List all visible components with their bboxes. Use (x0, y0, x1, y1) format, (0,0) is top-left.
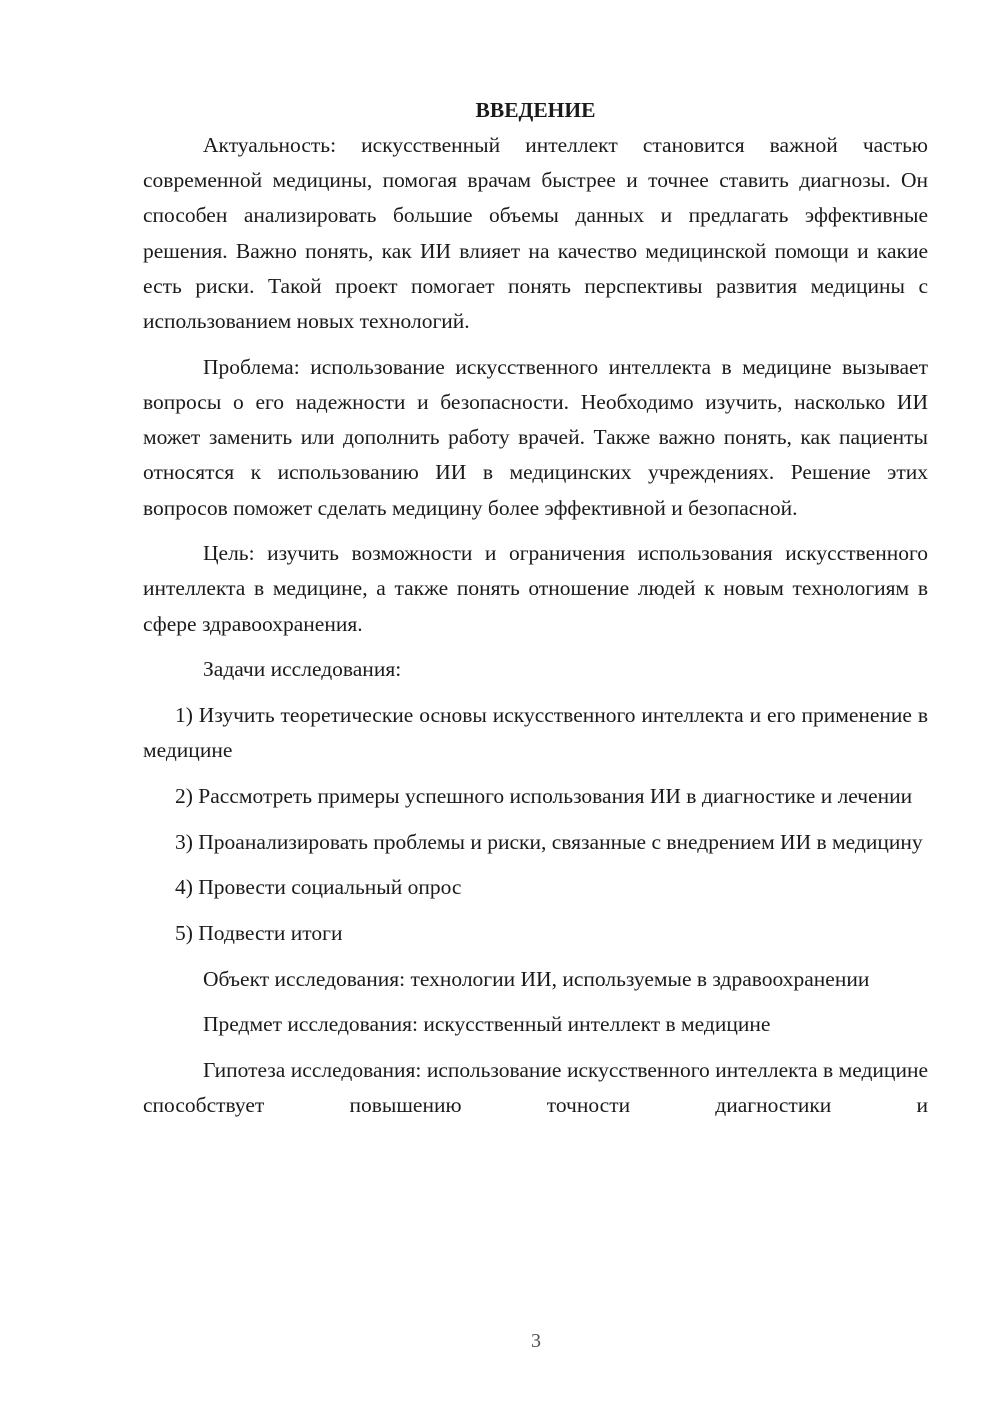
paragraph-relevance: Актуальность: искусственный интеллект становится важной частью современной медицины, помогая врачам быстрее и точнее ставить диагнозы. Он способен анализировать большие объемы данных и предлагать эффективные решения. Важно понять, как ИИ влияет на качество медицинской помощи и какие есть риски. Такой проект помогает понять перспективы развития медицины с использованием новых технологий. (143, 133, 928, 334)
paragraph-hypothesis: Гипотеза исследования: использование искусственного интеллекта в медицине способствует повышению точности диагностики и (143, 1058, 928, 1118)
task-item-1: 1) Изучить теоретические основы искусственного интеллекта и его применение в медицине (143, 703, 928, 763)
task-item-5: 5) Подвести итоги (175, 921, 343, 946)
paragraph-goal: Цель: изучить возможности и ограничения использования искусственного интеллекта в медицине, а также понять отношение людей к новым технологиям в сфере здравоохранения. (143, 541, 928, 636)
section-title: ВВЕДЕНИЕ (475, 98, 596, 122)
task-item-3: 3) Проанализировать проблемы и риски, связанные с внедрением ИИ в медицину (175, 829, 923, 854)
document-page (143, 92, 928, 1134)
task-item-4: 4) Провести социальный опрос (175, 875, 462, 900)
page-number: 3 (531, 1330, 541, 1352)
paragraph-object: Объект исследования: технологии ИИ, используемые в здравоохранении (203, 966, 870, 991)
paragraph-subject: Предмет исследования: искусственный интеллект в медицине (203, 1012, 771, 1037)
task-item-2: 2) Рассмотреть примеры успешного использования ИИ в диагностике и лечении (175, 783, 913, 808)
paragraph-tasks-heading: Задачи исследования: (203, 657, 402, 682)
paragraph-problem: Проблема: использование искусственного интеллекта в медицине вызывает вопросы о его надежности и безопасности. Необходимо изучить, насколько ИИ может заменить или дополнить работу врачей. Также важно понять, как пациенты относятся к использованию ИИ в медицинских учреждениях. Решение этих вопросов поможет сделать медицину более эффективной и безопасной. (143, 354, 928, 520)
